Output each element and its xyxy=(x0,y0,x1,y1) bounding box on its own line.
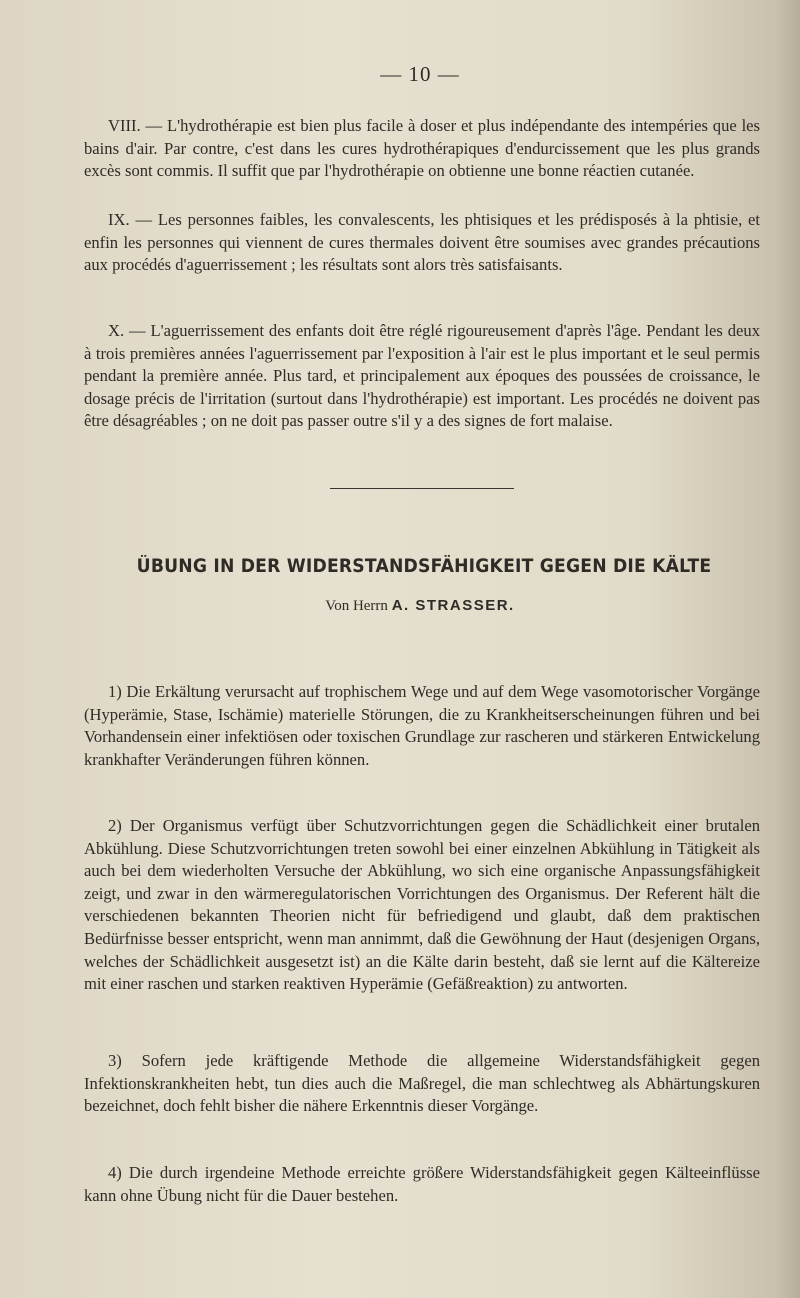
paragraph-ix xyxy=(84,209,760,277)
paragraph-1 xyxy=(84,681,760,771)
paragraph-text: 1) Die Erkältung verursacht auf trophischem Wege und auf dem Wege vasomotorischer Vorgänge (Hyperämie, Stase, Ischämie) materielle Störungen, die zu Krankheitserscheinungen führen und bei Vorhandensein einer infektiösen oder toxischen Grundlage zur rascheren und stärkeren Entwickelung krankhafter Veränderungen führen können. xyxy=(84,682,760,769)
section-title: ÜBUNG IN DER WIDERSTANDSFÄHIGKEIT GEGEN DIE KÄLTE xyxy=(136,556,712,577)
paragraph-2 xyxy=(84,815,760,996)
author-name: A. STRASSER. xyxy=(391,597,515,614)
page-number: — 10 — xyxy=(380,62,460,86)
paragraph-viii xyxy=(84,115,760,183)
section-divider xyxy=(330,488,514,489)
paragraph-3 xyxy=(84,1050,760,1118)
paragraph-text: 3) Sofern jede kräftigende Methode die allgemeine Widerstandsfähigkeit gegen Infektionskrankheiten hebt, tun dies auch die Maßregel, die man schlechtweg als Abhärtungskuren bezeichnet, doch fehlt bisher die nähere Erkenntnis dieser Vorgänge. xyxy=(84,1051,760,1116)
paragraph-4 xyxy=(84,1162,760,1207)
paragraph-text: 2) Der Organismus verfügt über Schutzvorrichtungen gegen die Schädlichkeit einer brutalen Abkühlung. Diese Schutzvorrichtungen treten sowohl bei einer einzelnen Abkühlung in Tätigkeit als auch bei dem wiederholten Versuche der Abkühlung, wo sich eine organische Anpassungsfähigkeit zeigt, und zwar in den wärmeregulatorischen Vorrichtungen des Organismus. Der Referent hält die verschiedenen bekannten Theorien nicht für befriedigend und glaubt, daß dem praktischen Bedürfnisse besser entspricht, wenn man annimmt, daß die Gewöhnung der Haut (desjenigen Organs, welches der Schädlichkeit ausgesetzt ist) an die Kälte darin besteht, daß sie lernt auf die Kältereize mit einer raschen und starken reaktiven Hyperämie (Gefäßreaktion) zu antworten. xyxy=(84,816,760,994)
paragraph-text: VIII. — L'hydrothérapie est bien plus facile à doser et plus indépendante des intempéries que les bains d'air. Par contre, c'est dans les cures hydrothérapiques d'endurcissement que les plus grands excès sont commis. Il suffit que par l'hydrothérapie on obtienne une bonne réactien cutanée. xyxy=(84,116,760,181)
paragraph-x xyxy=(84,320,760,433)
paragraph-text: X. — L'aguerrissement des enfants doit être réglé rigoureusement d'après l'âge. Pendant les deux à trois premières années l'aguerrissement par l'exposition à l'air est le plus important et le seul permis pendant la première année. Plus tard, et principalement aux époques des poussées de croissance, le dosage précis de l'irritation (surtout dans l'hydrothérapie) est important. Les procédés ne doivent pas être désagréables ; on ne doit pas passer outre s'il y a des signes de fort malaise. xyxy=(84,321,760,431)
byline-prefix: Von Herrn xyxy=(325,598,388,614)
byline xyxy=(0,597,800,615)
paragraph-text: IX. — Les personnes faibles, les convalescents, les phtisiques et les prédisposés à la phtisie, et enfin les personnes qui viennent de cures thermales doivent être soumises avec grandes précautions aux procédés d'aguerrissement ; les résultats sont alors très satisfaisants. xyxy=(84,210,760,275)
paragraph-text: 4) Die durch irgendeine Methode erreichte größere Widerstandsfähigkeit gegen Kälteeinflüsse kann ohne Übung nicht für die Dauer bestehen. xyxy=(84,1163,760,1205)
